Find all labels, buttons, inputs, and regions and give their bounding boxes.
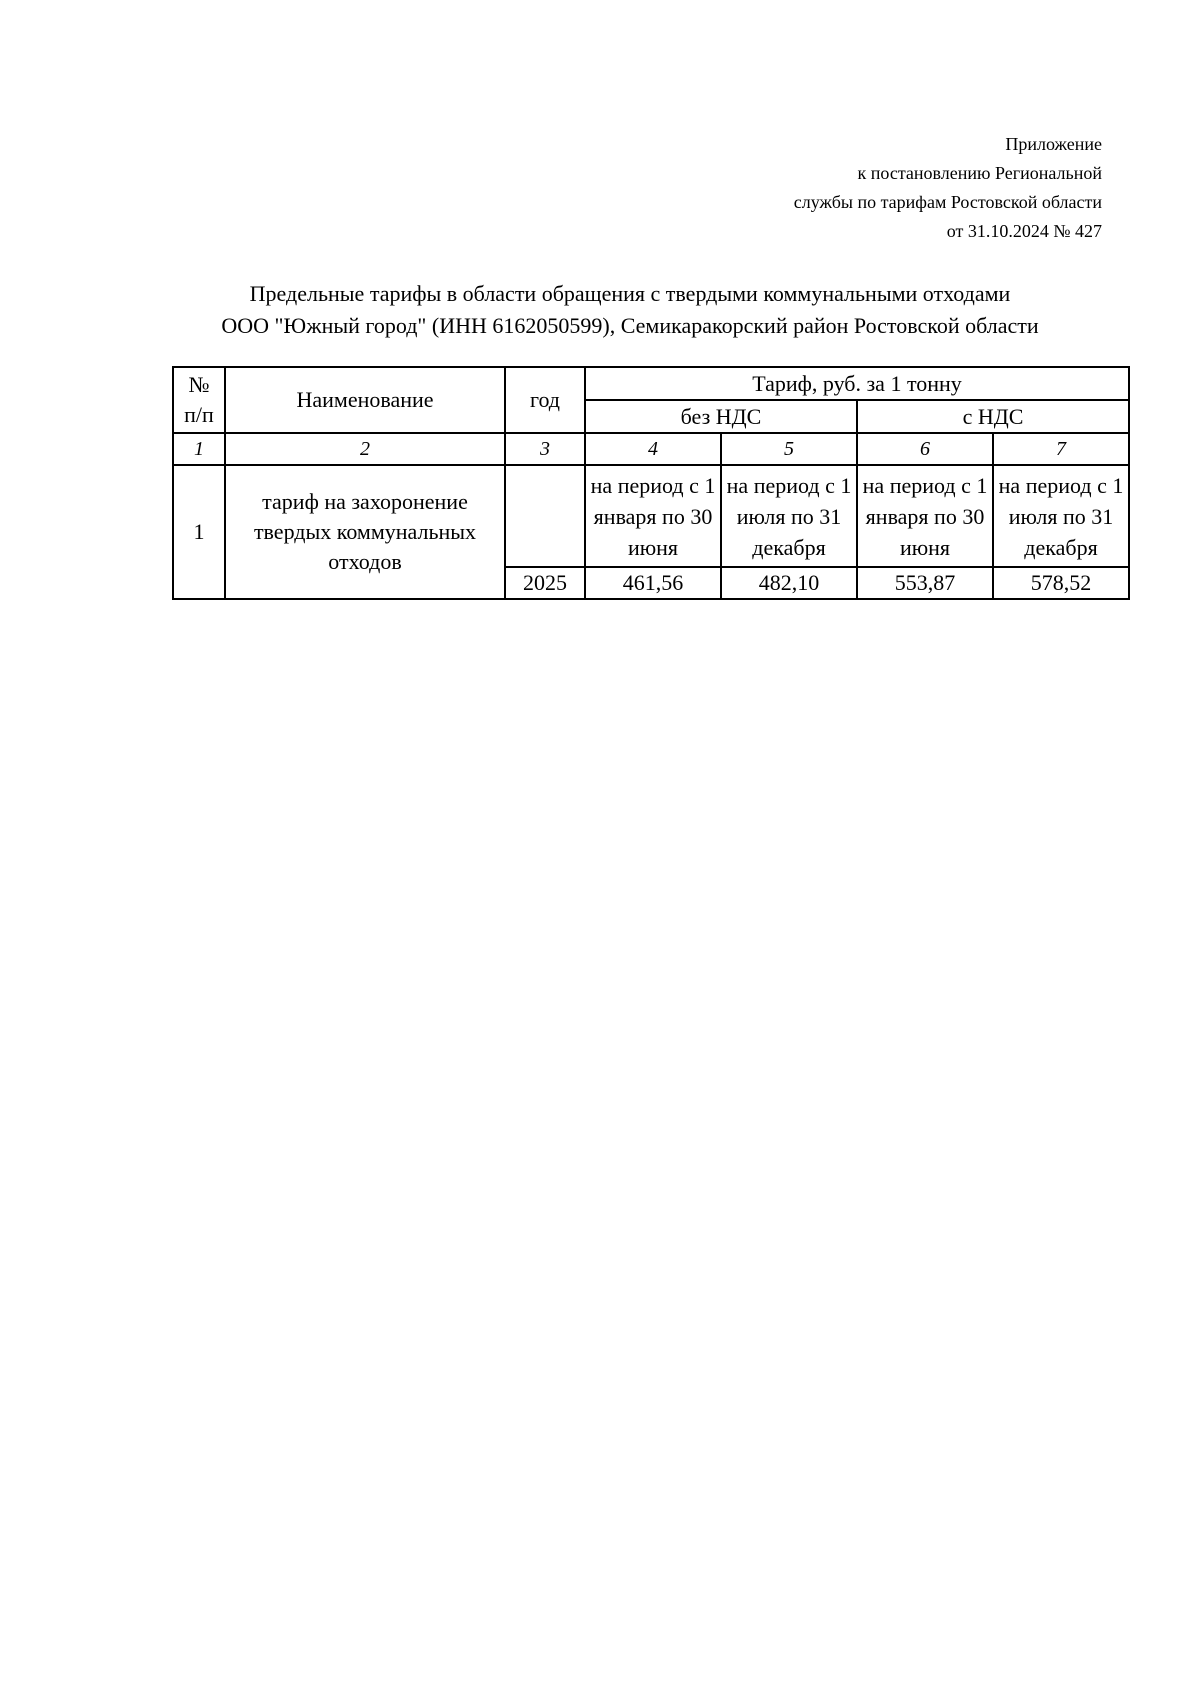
value-cell: 482,10 bbox=[721, 567, 857, 599]
column-number: 2 bbox=[225, 433, 505, 465]
header-number: № п/п bbox=[173, 367, 225, 433]
column-numbers-row bbox=[173, 433, 1129, 465]
tariff-table bbox=[172, 366, 1130, 600]
row-year: 2025 bbox=[505, 567, 585, 599]
column-number: 6 bbox=[857, 433, 993, 465]
column-number: 4 bbox=[585, 433, 721, 465]
value-cell: 553,87 bbox=[857, 567, 993, 599]
row-name: тариф на захоронение твердых коммунальных отходов bbox=[225, 465, 505, 599]
header-year: год bbox=[505, 367, 585, 433]
column-number: 7 bbox=[993, 433, 1129, 465]
appendix-line: от 31.10.2024 № 427 bbox=[946, 221, 1102, 241]
header-row bbox=[173, 367, 1129, 400]
column-number: 1 bbox=[173, 433, 225, 465]
value-cell: 578,52 bbox=[993, 567, 1129, 599]
title-line: Предельные тарифы в области обращения с твердыми коммунальными отходами bbox=[249, 281, 1011, 306]
period-cell: на период с 1 июля по 31 декабря bbox=[721, 465, 857, 567]
header-tariff-group: Тариф, руб. за 1 тонну bbox=[585, 367, 1129, 400]
period-cell: на период с 1 января по 30 июня bbox=[857, 465, 993, 567]
period-cell: на период с 1 января по 30 июня bbox=[585, 465, 721, 567]
title-line: ООО "Южный город" (ИНН 6162050599), Семикаракорский район Ростовской области bbox=[221, 313, 1039, 338]
appendix-block bbox=[794, 130, 1102, 246]
row-number: 1 bbox=[173, 465, 225, 599]
document-title bbox=[160, 278, 1100, 342]
appendix-line: к постановлению Региональной bbox=[857, 163, 1102, 183]
column-number: 3 bbox=[505, 433, 585, 465]
column-number: 5 bbox=[721, 433, 857, 465]
period-cell: на период с 1 июля по 31 декабря bbox=[993, 465, 1129, 567]
header-without-vat: без НДС bbox=[585, 400, 857, 433]
table-row bbox=[173, 465, 1129, 567]
header-name: Наименование bbox=[225, 367, 505, 433]
header-with-vat: с НДС bbox=[857, 400, 1129, 433]
appendix-line: службы по тарифам Ростовской области bbox=[793, 192, 1102, 212]
appendix-line: Приложение bbox=[1005, 134, 1102, 154]
row-year-blank bbox=[505, 465, 585, 567]
value-cell: 461,56 bbox=[585, 567, 721, 599]
